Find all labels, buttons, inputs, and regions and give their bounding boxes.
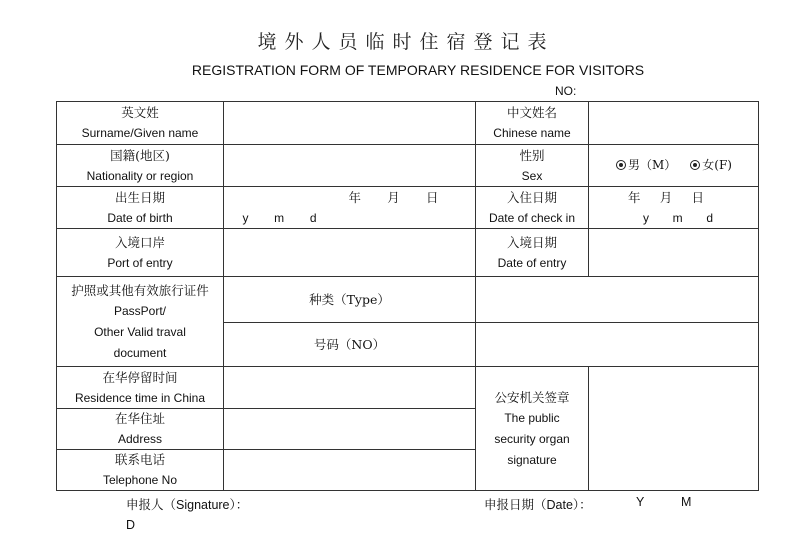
sex-options (589, 145, 759, 186)
declaration-day: D (126, 518, 136, 532)
dob-label: 出生日期 Date of birth (107, 189, 173, 225)
radio-icon (690, 160, 700, 170)
entry-date-input[interactable] (589, 229, 759, 276)
port-label: 入境口岸 Port of entry (107, 234, 173, 270)
declaration-date-label: 申报日期（Date）： (484, 498, 592, 512)
document-type-input[interactable] (476, 277, 759, 322)
checkin-label: 入住日期 Date of check in (488, 189, 576, 225)
document-number-input[interactable] (476, 323, 759, 366)
sex-option-male[interactable]: 男（M） (616, 155, 676, 176)
form-title-cn: 境外人员临时住宿登记表 (257, 31, 555, 53)
nationality-input[interactable] (224, 145, 475, 186)
form-number-label: NO: (555, 84, 577, 98)
entry-date-label: 入境日期 Date of entry (497, 234, 567, 270)
address-input[interactable] (224, 409, 475, 449)
police-signature-label: 公安机关签章 The public security organ signature (494, 389, 570, 467)
signature-label: 申报人（Signature）： (126, 498, 249, 512)
document-number-label: 号码（NO） (313, 337, 386, 352)
registration-form-table (56, 101, 759, 491)
residence-time-input[interactable] (224, 367, 475, 408)
chinese-name-label: 中文姓名 Chinese name (493, 105, 571, 140)
document-type-label: 种类（Type） (309, 292, 390, 307)
declaration-month: M (681, 495, 692, 509)
passport-label: 护照或其他有效旅行证件 PassPort/ Other Valid traval document (71, 282, 209, 360)
address-label: 在华住址 Address (114, 411, 165, 446)
sex-option-female[interactable]: 女(F) (690, 155, 732, 176)
declaration-year: Y (636, 495, 645, 509)
chinese-name-input[interactable] (589, 102, 759, 144)
dob-input[interactable]: 年 月 日 y m d (242, 189, 439, 225)
checkin-input[interactable]: 年 月 日 y m d (628, 189, 713, 225)
telephone-label: 联系电话 Telephone No (102, 452, 178, 487)
residence-time-label: 在华停留时间 Residence time in China (74, 369, 206, 405)
surname-input[interactable] (224, 102, 475, 144)
surname-label: 英文姓 Surname/Given name (81, 105, 199, 140)
nationality-label: 国籍(地区) Nationality or region (86, 147, 194, 183)
radio-icon (616, 160, 626, 170)
police-signature-input[interactable] (589, 367, 759, 490)
telephone-input[interactable] (224, 450, 475, 490)
form-title-en: REGISTRATION FORM OF TEMPORARY RESIDENCE FOR VISITORS (191, 62, 645, 78)
sex-label: 性别 Sex (519, 147, 545, 183)
port-input[interactable] (224, 229, 475, 276)
